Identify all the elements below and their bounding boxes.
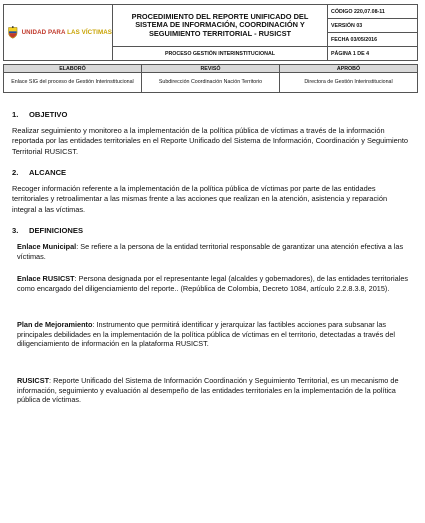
page-number: PÁGINA 1 DE 4: [328, 47, 418, 61]
reviso-value: Subdirección Coordinación Nación Territorio: [142, 73, 280, 93]
definition-text: : Se refiere a la persona de la entidad territorial responsable de garantizar una atención efectiva a las víctimas.: [17, 242, 404, 261]
definition-text: : Instrumento que permitirá identificar y jerarquizar las factibles acciones para subsanar las principales debilidades en la implementación de la política pública de víctimas en el territorio, detectadas a través del diligenciamiento de información en la plataforma RUSICST.: [17, 320, 396, 349]
section-title: ALCANCE: [29, 168, 67, 177]
section-objetivo-heading: [12, 110, 67, 119]
aprobo-value: Directora de Gestión Interinstitucional: [280, 73, 418, 93]
definition-plan-mejoramiento: [17, 320, 409, 349]
document-version: VERSIÓN 03: [328, 19, 418, 33]
reviso-header: REVISÓ: [142, 65, 280, 73]
document-title-cell: [113, 5, 328, 47]
document-date: FECHA 03/05/2016: [328, 33, 418, 47]
definition-rusicst: [17, 376, 409, 405]
elaboro-value: Enlace SIG del proceso de Gestión Interinstitucional: [4, 73, 142, 93]
unidad-victimas-logo: [4, 24, 112, 41]
signature-table: [3, 64, 418, 93]
objetivo-paragraph: Realizar seguimiento y monitoreo a la implementación de la política pública de víctimas a través de la información reportada por las entidades territoriales en el Reporte Unificado del Sistema de Información, Coordinación y Seguimiento Territorial RUSICST.: [12, 126, 409, 156]
colombia-seal-icon: [7, 24, 19, 41]
definition-text: : Reporte Unificado del Sistema de Información Coordinación y Seguimiento Territorial, es un mecanismo de información, seguimiento y evaluación al desempeño de las entidades territoriales en la implementación de la política pública de víctimas.: [17, 376, 399, 405]
document-header: [3, 4, 418, 61]
document-code: CÓDIGO 220,07.08-11: [328, 5, 418, 19]
document-title: PROCEDIMIENTO DEL REPORTE UNIFICADO DEL SISTEMA DE INFORMACIÓN, COORDINACIÓN Y SEGUIMIENTO TERRITORIAL - RUSICST: [131, 11, 309, 38]
section-definiciones-heading: [12, 226, 83, 235]
alcance-paragraph: Recoger información referente a la implementación de la política pública de víctimas por parte de las entidades territoriales y retroalimentar a las mismas frente a las acciones que realizan en la atención, asistencia y reparación integral a las víctimas.: [12, 184, 388, 214]
elaboro-header: ELABORÓ: [4, 65, 142, 73]
process-cell: [113, 47, 328, 61]
definition-term: RUSICST: [17, 376, 50, 385]
logo-text-part2: LAS VÍCTIMAS: [67, 29, 112, 36]
section-number: 3.: [12, 226, 19, 235]
section-number: 1.: [12, 110, 19, 119]
logo-text-part1: UNIDAD PARA: [21, 29, 66, 36]
section-title: DEFINICIONES: [29, 226, 84, 235]
definition-term: Plan de Mejoramiento: [17, 320, 93, 329]
definition-term: Enlace Municipal: [17, 242, 77, 251]
section-title: OBJETIVO: [29, 110, 68, 119]
section-number: 2.: [12, 168, 19, 177]
logo-cell: [4, 5, 113, 61]
definition-enlace-rusicst: [17, 274, 409, 293]
definition-text: : Persona designada por el representante legal (alcaldes y gobernadores), de las entidades territoriales como encargado del diligenciamiento del reporte.. (República de Colombia, Decreto 1084, artículo 2.2.8.3.8, 2015).: [17, 274, 409, 293]
section-alcance-heading: [12, 168, 66, 177]
definition-term: Enlace RUSICST: [17, 274, 75, 283]
aprobo-header: APROBÓ: [280, 65, 418, 73]
process-name: PROCESO GESTIÓN INTERINSTITUCIONAL: [164, 50, 276, 57]
definition-enlace-municipal: [17, 242, 409, 261]
